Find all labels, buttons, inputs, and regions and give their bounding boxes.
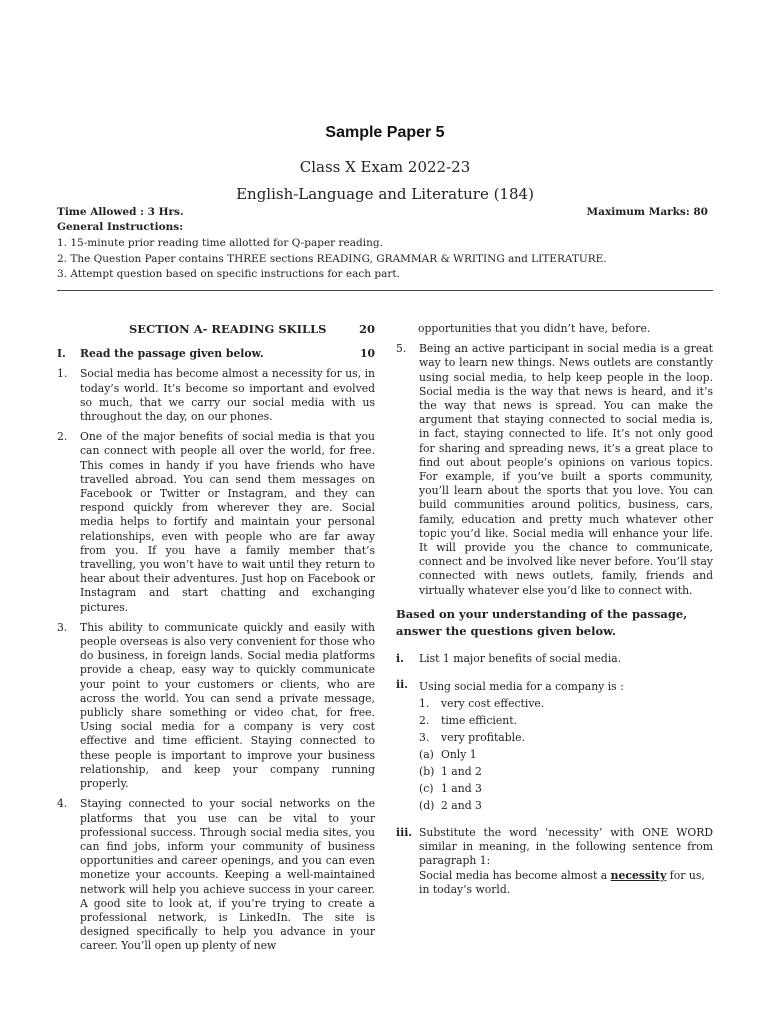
maximum-marks: Maximum Marks: 80	[586, 206, 708, 218]
paragraph-number: 5.	[396, 342, 407, 356]
answer-option	[419, 797, 713, 814]
paragraph-text: This ability to communicate quickly and easily with people overseas is also very convenient for those who do business, in foreign lands. Social media platforms provide a cheap, easy way to quickly communicate your point to your customers or clients, who are across the world. You can send a private message, publicly share something or video chat, for free. Using social media for a company is very cost effective and time efficient. Staying connected to these people is important to improve your business relationship, and keep your company running properly.	[80, 620, 375, 791]
question-text: Using social media for a company is :	[419, 680, 624, 694]
statement-item	[419, 712, 713, 729]
quoted-sentence	[419, 869, 713, 897]
answer-option	[419, 780, 713, 797]
statement-number: 3.	[419, 731, 430, 745]
section-a-heading	[57, 322, 375, 336]
passage-paragraph	[57, 430, 375, 615]
general-instructions-heading: General Instructions:	[57, 221, 184, 233]
passage-paragraph	[57, 797, 375, 953]
exam-subject: English-Language and Literature (184)	[236, 185, 534, 203]
section-title: SECTION A- READING SKILLS	[129, 322, 327, 336]
question-i	[396, 652, 713, 666]
instruction-item: 3. Attempt question based on specific instructions for each part.	[57, 268, 400, 280]
passage-paragraph	[57, 367, 375, 424]
statement-text: very cost effective.	[441, 697, 545, 711]
paragraph-continuation: opportunities that you didn’t have, before.	[418, 322, 651, 335]
paper-title: Sample Paper 5	[325, 124, 445, 141]
paragraph-number: 4.	[57, 797, 68, 811]
statement-item	[419, 695, 713, 712]
statement-item	[419, 729, 713, 746]
option-text: 1 and 2	[441, 765, 482, 779]
left-column	[57, 322, 375, 960]
question-number: I.	[57, 347, 66, 361]
paragraph-number: 3.	[57, 620, 68, 634]
question-body	[419, 826, 713, 897]
answer-option	[419, 746, 713, 763]
sentence-end: for us, in today’s world.	[419, 868, 705, 896]
passage-paragraph	[57, 621, 375, 791]
time-allowed: Time Allowed : 3 Hrs.	[57, 206, 184, 218]
option-text: Only 1	[441, 748, 477, 762]
statement-text: very profitable.	[441, 731, 525, 745]
question-number: iii.	[396, 826, 413, 840]
right-column	[396, 322, 713, 909]
section-marks: 20	[358, 322, 375, 336]
instruction-item: 2. The Question Paper contains THREE sections READING, GRAMMAR & WRITING and LITERATURE.	[57, 252, 607, 265]
statement-text: time efficient.	[441, 714, 517, 728]
question-number: ii.	[396, 678, 408, 692]
question-number: i.	[396, 651, 404, 665]
option-label: (b)	[419, 765, 435, 779]
option-label: (d)	[419, 799, 435, 813]
paragraph-text: One of the major benefits of social media is that you can connect with people all over the world, for free. This comes in handy if you have friends who have travelled abroad. You can send them messages on Facebook or Twitter or Instagram, and they can respond quickly from wherever they are. Social media helps to fortify and maintain your personal relationships, even with people who are far away from you. If you have a family member that’s travelling, you won’t have to wait until they return to hear about their adventures. Just hop on Facebook or Instagram and start chatting and exchanging pictures.	[80, 430, 375, 614]
questions-intro: Based on your understanding of the passage, answer the questions given below.	[396, 606, 688, 638]
paragraph-number: 1.	[57, 367, 68, 381]
instructions-list	[57, 236, 717, 283]
option-label: (c)	[419, 782, 434, 796]
question-body	[419, 678, 713, 814]
question-text: List 1 major benefits of social media.	[419, 651, 622, 665]
question-marks: 10	[359, 347, 375, 361]
paragraph-text: Social media has become almost a necessity for us, in today’s world. It’s become so important and evolved so much, that we carry our social media with us throughout the day, on our phones.	[80, 367, 375, 424]
paragraph-text: Staying connected to your social networks on the platforms that you use can be vital to your professional success. Through social media sites, you can find jobs, inform your community of business opportunities and career openings, and you can even monetize your accounts. Keeping a well-maintained network will help you achieve success in your career. A good site to look at, if you’re trying to create a professional network, is LinkedIn. The site is designed specifically to help you advance in your career. You’ll open up plenty of new	[80, 797, 375, 953]
exam-class: Class X Exam 2022-23	[299, 158, 471, 176]
header-divider	[57, 290, 713, 291]
option-text: 1 and 3	[441, 782, 482, 796]
paragraph-text: Being an active participant in social media is a great way to learn new things. News outlets are constantly using social media, to help keep people in the loop. Social media is the way that news is heard, and it’s the way that news is spread. You can make the argument that staying connected to social media is, in fact, staying connected to life. It’s not only good for sharing and spreading news, it’s a great place to find out about people’s opinions on various topics. For example, if you’ve built a sports community, you’ll learn about the sports that you love. You can build communities around politics, business, cars, family, education and pretty much whatever other topic you’d like. Social media will enhance your life. It will provide you the chance to communicate, connect and be involved like never before. You’ll stay connected with news outlets, family, friends and virtually whatever else you’d like to connect with.	[419, 342, 713, 597]
statement-number: 1.	[419, 697, 430, 711]
answer-option	[419, 763, 713, 780]
question-one-heading	[57, 347, 375, 361]
paragraph-number: 2.	[57, 430, 68, 444]
target-word: necessity	[610, 868, 667, 882]
option-label: (a)	[419, 748, 434, 762]
question-text: Substitute the word ‘necessity’ with ONE WORD similar in meaning, in the following sentence from paragraph 1:	[419, 826, 713, 868]
question-iii	[396, 826, 713, 897]
passage-paragraph	[396, 342, 713, 598]
sentence-start: Social media has become almost a	[419, 868, 611, 882]
option-text: 2 and 3	[441, 799, 482, 813]
question-text: Read the passage given below.	[80, 347, 264, 361]
instruction-item: 1. 15-minute prior reading time allotted for Q-paper reading.	[57, 237, 383, 249]
question-ii	[396, 678, 713, 814]
statement-number: 2.	[419, 714, 430, 728]
